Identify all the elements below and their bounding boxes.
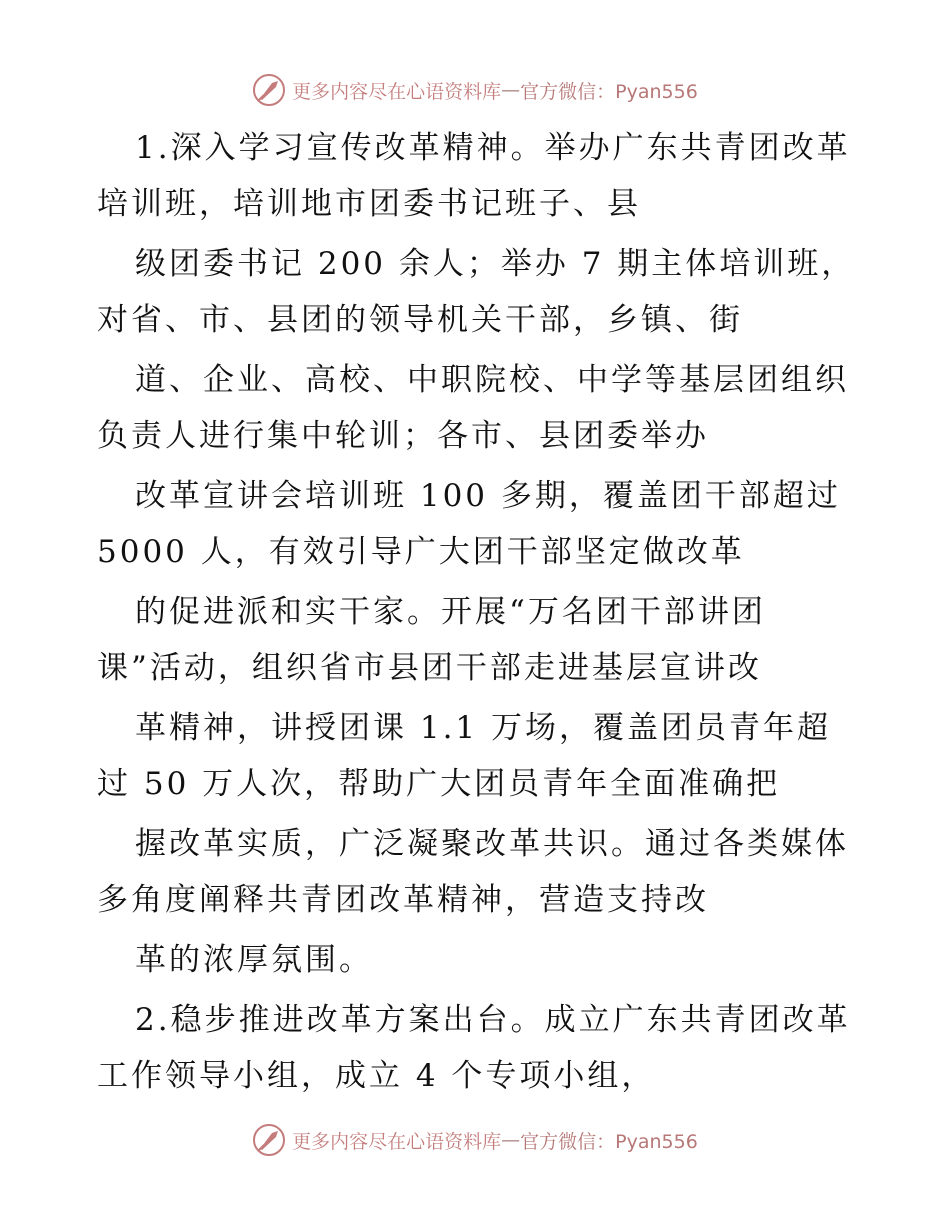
text-line: 对省、市、县团的领导机关干部，乡镇、街 [97, 302, 743, 338]
watermark-site: 更多内容尽在心语资料库 [292, 80, 502, 103]
text-line: 多角度阐释共青团改革精神，营造支持改 [97, 882, 709, 918]
watermark-header [0, 70, 950, 110]
watermark-contact: 官方微信：Pyan556 [520, 1130, 698, 1153]
quill-logo-icon [252, 73, 286, 107]
text-line: 的促进派和实干家。开展“万名团干部讲团 [135, 594, 766, 630]
watermark-site: 更多内容尽在心语资料库 [292, 1130, 502, 1153]
text-line: 革精神，讲授团课 1.1 万场，覆盖团员青年超 [135, 710, 832, 746]
text-line: 过 50 万人次，帮助广大团员青年全面准确把 [97, 766, 781, 802]
text-line: 道、企业、高校、中职院校、中学等基层团组织 [135, 362, 849, 398]
text-line: 课”活动，组织省市县团干部走进基层宣讲改 [97, 650, 762, 686]
text-line: 握改革实质，广泛凝聚改革共识。通过各类媒体 [135, 826, 849, 862]
text-line: 2.稳步推进改革方案出台。成立广东共青团改革 [135, 1002, 851, 1038]
watermark-contact: 官方微信：Pyan556 [520, 80, 698, 103]
text-line: 改革宣讲会培训班 100 多期，覆盖团干部超过 [135, 478, 841, 514]
text-line: 5000 人，有效引导广大团干部坚定做改革 [97, 534, 745, 570]
watermark-dash: — [501, 1129, 521, 1151]
text-line: 工作领导小组，成立 4 个专项小组， [97, 1058, 656, 1094]
watermark-dash: — [501, 79, 521, 101]
text-line: 革的浓厚氛围。 [135, 942, 373, 978]
watermark-footer [0, 1120, 950, 1160]
text-line: 级团委书记 200 余人；举办 7 期主体培训班， [135, 246, 856, 282]
quill-logo-icon [252, 1123, 286, 1157]
text-line: 培训班，培训地市团委书记班子、县 [97, 186, 641, 222]
text-line: 1.深入学习宣传改革精神。举办广东共青团改革 [135, 130, 851, 166]
text-line: 负责人进行集中轮训；各市、县团委举办 [97, 418, 709, 454]
